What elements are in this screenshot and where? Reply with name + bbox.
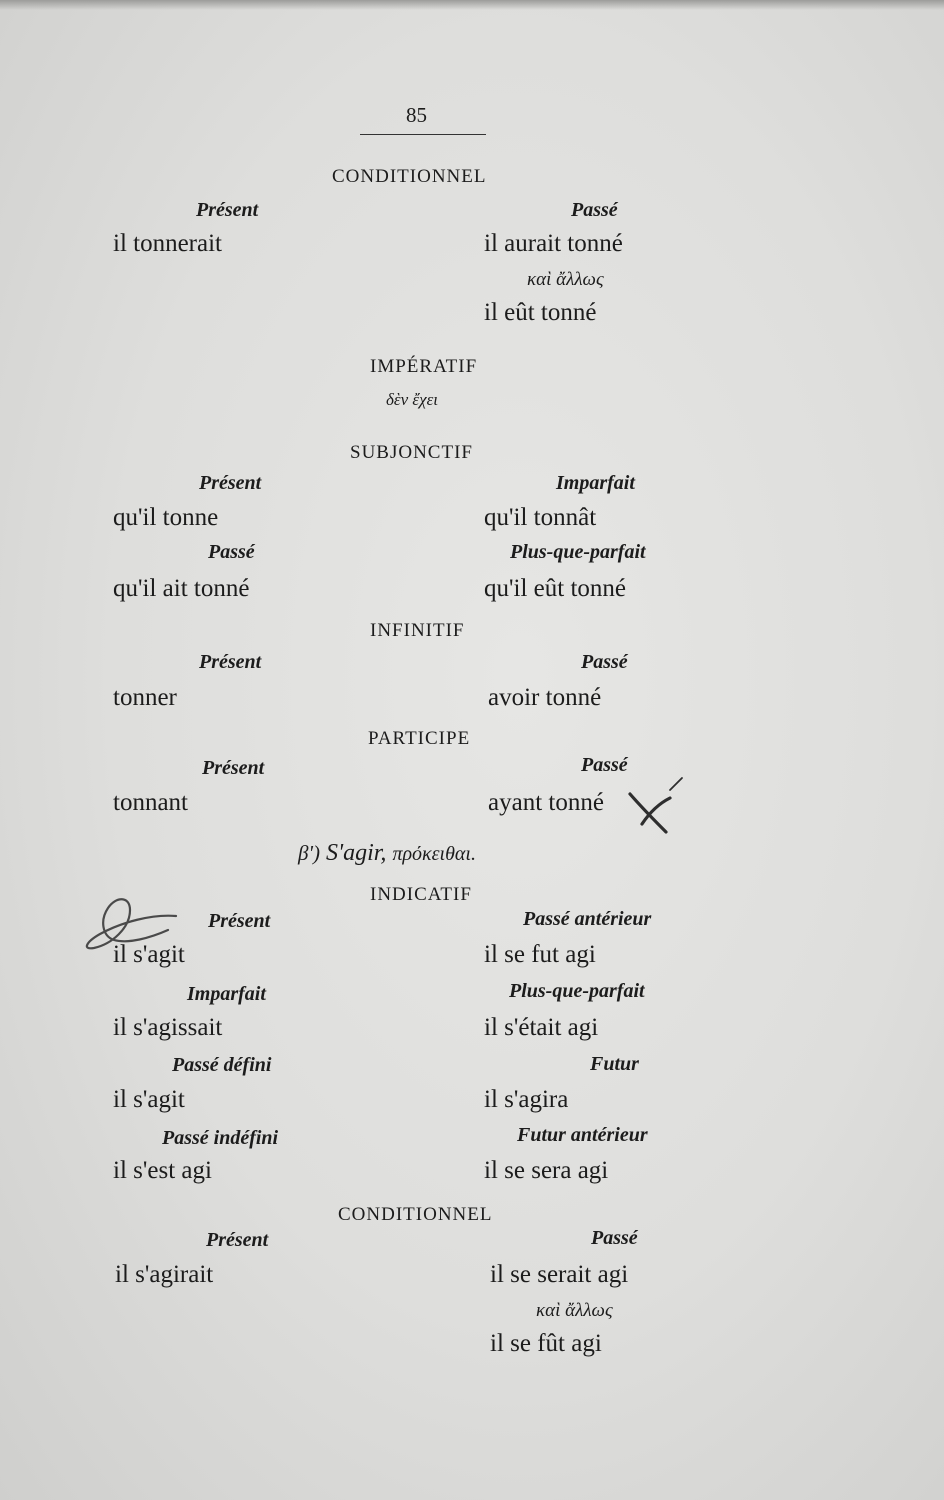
subjonctif-pqp-form: qu'il eût tonné: [484, 575, 626, 602]
participe-passe-form: ayant tonné: [488, 789, 604, 816]
infinitif-present-label: Présent: [199, 651, 262, 673]
indicatif-passe-anterieur-label: Passé antérieur: [523, 908, 652, 930]
conditionnel-passe-alt-form: il eût tonné: [484, 299, 597, 326]
conditionnel-2-present-form: il s'agirait: [115, 1261, 214, 1288]
participe-passe-label: Passé: [581, 754, 628, 776]
conditionnel-2-passe-form: il se serait agi: [490, 1261, 629, 1288]
indicatif-imparfait-label: Imparfait: [187, 983, 266, 1005]
subjonctif-imparfait-label: Imparfait: [556, 472, 635, 494]
indicatif-passe-anterieur-form: il se fut agi: [484, 941, 596, 968]
conditionnel-2-kai-allos: καὶ ἄλλως: [536, 1300, 613, 1321]
conditionnel-passe-form: il aurait tonné: [484, 230, 623, 257]
conditionnel-2-heading: CONDITIONNEL: [338, 1204, 493, 1225]
conditionnel-present-label: Présent: [196, 199, 259, 221]
subsection-title: [298, 840, 476, 867]
imperatif-heading: IMPÉRATIF: [370, 356, 478, 377]
subjonctif-present-form: qu'il tonne: [113, 504, 219, 531]
subjonctif-pqp-label: Plus-que-parfait: [510, 541, 646, 563]
indicatif-present-label: Présent: [208, 910, 271, 932]
indicatif-futur-form: il s'agira: [484, 1086, 569, 1113]
conditionnel-kai-allos: καὶ ἄλλως: [527, 269, 604, 290]
subjonctif-imparfait-form: qu'il tonnât: [484, 504, 597, 531]
indicatif-futur-anterieur-label: Futur antérieur: [517, 1124, 648, 1146]
subsection-marker: β'): [298, 841, 320, 865]
subjonctif-heading: SUBJONCTIF: [350, 442, 473, 463]
indicatif-imparfait-form: il s'agissait: [113, 1014, 223, 1041]
infinitif-passe-label: Passé: [581, 651, 628, 673]
infinitif-passe-form: avoir tonné: [488, 684, 602, 711]
indicatif-pqp-label: Plus-que-parfait: [509, 980, 645, 1002]
indicatif-pqp-form: il s'était agi: [484, 1014, 599, 1041]
conditionnel-present-form: il tonnerait: [113, 230, 222, 257]
conditionnel-2-passe-label: Passé: [591, 1227, 638, 1249]
infinitif-heading: INFINITIF: [370, 620, 465, 641]
indicatif-futur-anterieur-form: il se sera agi: [484, 1157, 609, 1184]
indicatif-passe-defini-form: il s'agit: [113, 1086, 185, 1113]
subjonctif-passe-form: qu'il ait tonné: [113, 575, 250, 602]
indicatif-passe-indefini-form: il s'est agi: [113, 1157, 212, 1184]
imperatif-note: δὲν ἔχει: [386, 390, 438, 409]
infinitif-present-form: tonner: [113, 684, 177, 711]
conditionnel-2-present-label: Présent: [206, 1229, 269, 1251]
header-rule: [360, 134, 486, 135]
subjonctif-passe-label: Passé: [208, 541, 255, 563]
subsection-verb: S'agir,: [325, 840, 387, 866]
conditionnel-2-passe-alt-form: il se fût agi: [490, 1330, 602, 1357]
participe-present-label: Présent: [202, 757, 265, 779]
indicatif-passe-indefini-label: Passé indéfini: [162, 1127, 279, 1149]
page-number: 85: [406, 103, 427, 127]
subsection-greek: πρόκειθαι.: [392, 843, 476, 865]
conditionnel-passe-label: Passé: [571, 199, 618, 221]
page-top-edge-shadow: [0, 0, 944, 10]
conditionnel-heading: CONDITIONNEL: [332, 166, 487, 187]
participe-heading: PARTICIPE: [368, 728, 471, 749]
participe-present-form: tonnant: [113, 789, 188, 816]
indicatif-heading: INDICATIF: [370, 884, 472, 905]
indicatif-present-form: il s'agit: [113, 941, 185, 968]
pencil-x-mark: [620, 776, 684, 836]
subjonctif-present-label: Présent: [199, 472, 262, 494]
indicatif-passe-defini-label: Passé défini: [172, 1054, 272, 1076]
indicatif-futur-label: Futur: [590, 1053, 639, 1075]
